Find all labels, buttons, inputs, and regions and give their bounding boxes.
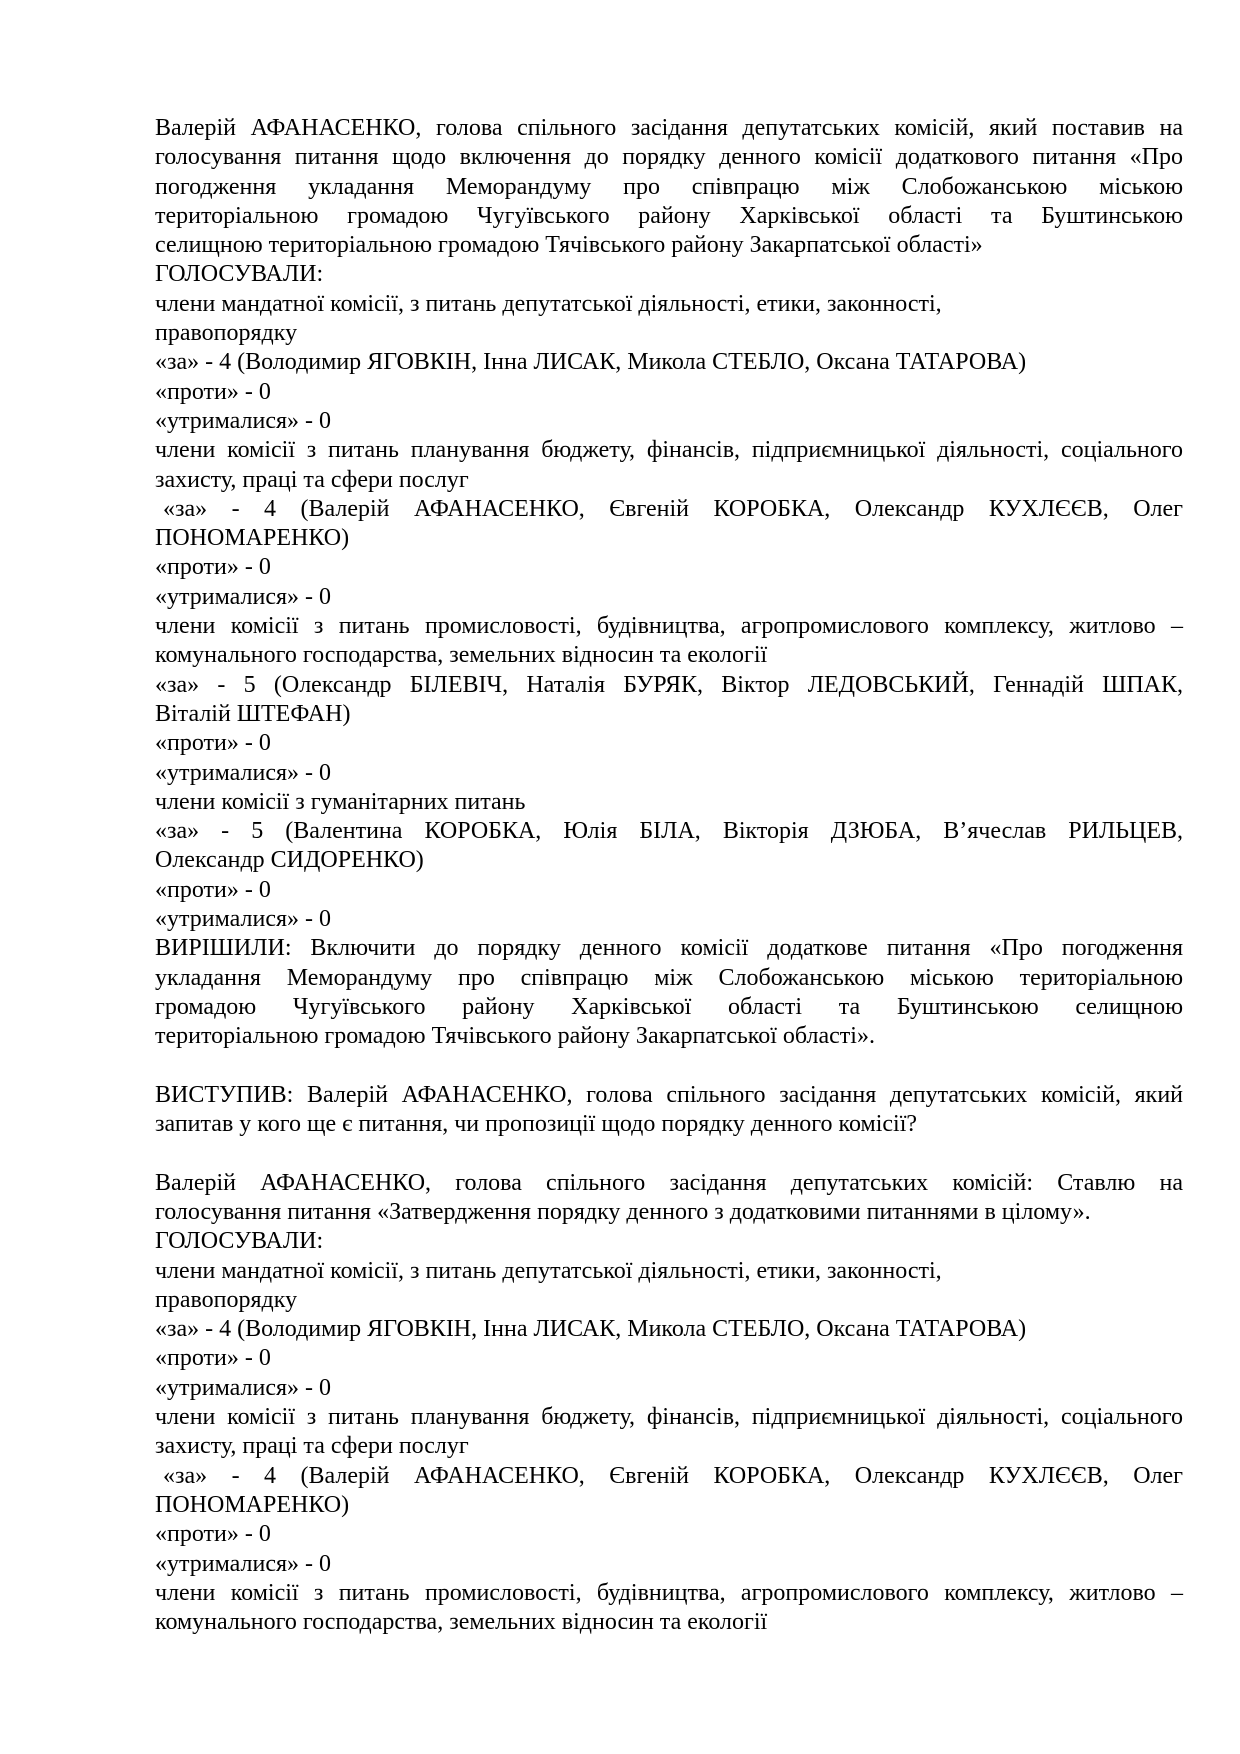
vote-against-line: «проти» - 0	[155, 876, 271, 903]
voting-heading: ГОЛОСУВАЛИ:	[155, 261, 324, 288]
commission-line: члени мандатної комісії, з питань депутатської діяльності, етики, законності,	[155, 290, 942, 317]
vote-for-line: ПОНОМАРЕНКО)	[155, 525, 350, 552]
text-line: голосування питання щодо включення до порядку денного комісії додаткового питання «Про	[155, 144, 1183, 171]
vote-for-line: «за» - 5 (Олександр БІЛЕВІЧ, Наталія БУРЯК, Віктор ЛЕДОВСЬКИЙ, Геннадій ШПАК,	[155, 671, 1183, 698]
vote-against-line: «проти» - 0	[155, 378, 271, 405]
resolution-line: громадою Чугуївського району Харківської області та Буштинською селищною	[155, 993, 1183, 1020]
commission-line: комунального господарства, земельних відносин та екології	[155, 1609, 768, 1636]
vote-for-line: «за» - 4 (Володимир ЯГОВКІН, Інна ЛИСАК, Микола СТЕБЛО, Оксана ТАТАРОВА)	[155, 1316, 1027, 1343]
vote-abstained-line: «утрималися» - 0	[155, 759, 332, 786]
commission-line: члени комісії з питань промисловості, будівництва, агропромислового комплексу, житлово –	[155, 1579, 1183, 1606]
speaker-line: голосування питання «Затвердження порядку денного з додатковими питаннями в цілому».	[155, 1198, 1091, 1225]
vote-abstained-line: «утрималися» - 0	[155, 906, 332, 933]
vote-for-line: ПОНОМАРЕНКО)	[155, 1491, 350, 1518]
vote-abstained-line: «утрималися» - 0	[155, 1550, 332, 1577]
commission-line: захисту, праці та сфери послуг	[155, 466, 469, 493]
resolution-line: територіальною громадою Тячівського району Закарпатської області».	[155, 1023, 875, 1050]
vote-for-line: Віталій ШТЕФАН)	[155, 700, 351, 727]
speaker-line: Валерій АФАНАСЕНКО, голова спільного засідання депутатських комісій: Ставлю на	[155, 1169, 1183, 1196]
speaker-line: запитав у кого ще є питання, чи пропозиції щодо порядку денного комісії?	[155, 1111, 918, 1138]
resolution-line: ВИРІШИЛИ: Включити до порядку денного комісії додаткове питання «Про погодження	[155, 935, 1183, 962]
vote-abstained-line: «утрималися» - 0	[155, 583, 332, 610]
vote-for-line: «за» - 5 (Валентина КОРОБКА, Юлія БІЛА, Вікторія ДЗЮБА, В’ячеслав РИЛЬЦЕВ,	[155, 818, 1183, 845]
commission-line: члени комісії з питань планування бюджету, фінансів, підприємницької діяльності, соціального	[155, 437, 1183, 464]
commission-line: правопорядку	[155, 320, 298, 347]
commission-line: захисту, праці та сфери послуг	[155, 1433, 469, 1460]
commission-line: члени комісії з питань промисловості, будівництва, агропромислового комплексу, житлово –	[155, 613, 1183, 640]
vote-against-line: «проти» - 0	[155, 554, 271, 581]
vote-for-line: Олександр СИДОРЕНКО)	[155, 847, 424, 874]
speaker-line: ВИСТУПИВ: Валерій АФАНАСЕНКО, голова спільного засідання депутатських комісій, який	[155, 1081, 1183, 1108]
commission-line: члени комісії з питань планування бюджету, фінансів, підприємницької діяльності, соціального	[155, 1404, 1183, 1431]
commission-line: комунального господарства, земельних відносин та екології	[155, 642, 768, 669]
vote-against-line: «проти» - 0	[155, 730, 271, 757]
resolution-line: укладання Меморандуму про співпрацю між Слобожанською міською територіальною	[155, 964, 1183, 991]
vote-for-line: «за» - 4 (Валерій АФАНАСЕНКО, Євгеній КОРОБКА, Олександр КУХЛЄЄВ, Олег	[163, 1462, 1183, 1489]
vote-for-line: «за» - 4 (Володимир ЯГОВКІН, Інна ЛИСАК, Микола СТЕБЛО, Оксана ТАТАРОВА)	[155, 349, 1027, 376]
blank-line	[155, 1052, 1183, 1081]
text-line: селищною територіальною громадою Тячівського району Закарпатської області»	[155, 232, 983, 259]
commission-line: члени комісії з гуманітарних питань	[155, 788, 526, 815]
vote-against-line: «проти» - 0	[155, 1345, 271, 1372]
text-line: погодження укладання Меморандуму про співпрацю між Слобожанською міською	[155, 173, 1183, 200]
text-line: Валерій АФАНАСЕНКО, голова спільного засідання депутатських комісій, який поставив на	[155, 115, 1183, 141]
text-line: територіальною громадою Чугуївського району Харківської області та Буштинською	[155, 202, 1183, 229]
vote-abstained-line: «утрималися» - 0	[155, 1374, 332, 1401]
vote-for-line: «за» - 4 (Валерій АФАНАСЕНКО, Євгеній КОРОБКА, Олександр КУХЛЄЄВ, Олег	[163, 495, 1183, 522]
vote-against-line: «проти» - 0	[155, 1521, 271, 1548]
blank-line	[155, 1139, 1183, 1168]
protocol-text-block	[155, 114, 1183, 1637]
voting-heading: ГОЛОСУВАЛИ:	[155, 1228, 324, 1255]
commission-line: члени мандатної комісії, з питань депутатської діяльності, етики, законності,	[155, 1257, 942, 1284]
commission-line: правопорядку	[155, 1286, 298, 1313]
vote-abstained-line: «утрималися» - 0	[155, 407, 332, 434]
